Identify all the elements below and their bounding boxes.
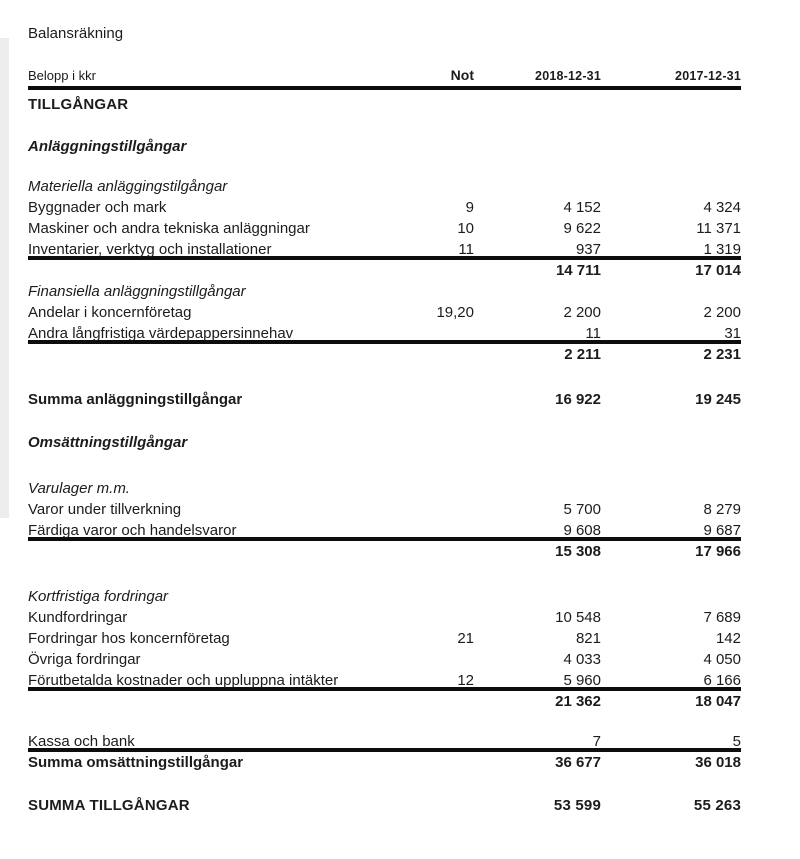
row-value-2018 — [474, 281, 601, 302]
row-note-ref: 21 — [457, 630, 474, 647]
row-note-ref — [402, 752, 474, 773]
row-note-ref — [402, 323, 474, 344]
row-value-2017: 1 319 — [703, 241, 741, 258]
row-note-ref: 10 — [457, 220, 474, 237]
row-value-2018 — [474, 586, 601, 607]
row-label — [28, 541, 402, 562]
row-label: Anläggningstillgångar — [28, 138, 187, 155]
row-value-2018: 5 960 — [563, 672, 601, 689]
table-row — [28, 670, 741, 691]
row-label: Förutbetalda kostnader och uppluppna intäkter — [28, 672, 339, 689]
row-label: Varulager m.m. — [28, 480, 130, 497]
table-row — [28, 499, 741, 520]
row-value-2017 — [601, 432, 741, 453]
table-row — [28, 432, 741, 453]
column-header-2017: 2017-12-31 — [675, 69, 741, 83]
row-label: Kortfristiga fordringar — [28, 588, 169, 605]
row-note-ref — [402, 795, 474, 816]
row-label — [28, 344, 402, 365]
row-value-2018: 10 548 — [555, 609, 601, 626]
row-note-ref: 9 — [465, 199, 474, 216]
row-label: SUMMA TILLGÅNGAR — [28, 797, 190, 814]
row-value-2017: 5 — [732, 733, 741, 750]
column-header-amount-unit: Belopp i kkr — [28, 68, 96, 83]
row-note-ref — [402, 344, 474, 365]
row-value-2017: 19 245 — [695, 391, 741, 408]
row-value-2017: 17 014 — [695, 262, 741, 279]
row-label: Maskiner och andra tekniska anläggningar — [28, 220, 310, 237]
row-value-2018: 11 — [585, 325, 601, 342]
row-value-2018 — [474, 432, 601, 453]
row-value-2017: 4 050 — [703, 651, 741, 668]
row-value-2017: 36 018 — [695, 754, 741, 771]
row-label: Materiella anläggingstilgångar — [28, 178, 228, 195]
row-label: Omsättningstillgångar — [28, 434, 188, 451]
row-label: Finansiella anläggningstillgångar — [28, 283, 246, 300]
row-note-ref — [402, 281, 474, 302]
table-row — [28, 281, 741, 302]
table-row — [28, 94, 741, 115]
row-value-2018: 14 711 — [555, 262, 601, 279]
row-note-ref — [402, 260, 474, 281]
row-note-ref — [402, 478, 474, 499]
row-value-2017 — [601, 586, 741, 607]
row-value-2017: 2 200 — [703, 304, 741, 321]
row-value-2018 — [474, 136, 601, 157]
table-header-row — [28, 66, 741, 83]
row-note-ref — [402, 176, 474, 197]
column-header-2018: 2018-12-31 — [535, 69, 601, 83]
row-value-2018: 36 677 — [555, 754, 601, 771]
row-value-2017 — [601, 136, 741, 157]
row-value-2018: 821 — [575, 630, 601, 647]
row-value-2018: 937 — [575, 241, 601, 258]
table-row — [28, 260, 741, 281]
row-value-2017: 142 — [715, 630, 741, 647]
row-value-2018: 7 — [592, 733, 601, 750]
spacer — [28, 562, 741, 586]
row-note-ref — [402, 520, 474, 541]
row-value-2017: 9 687 — [703, 522, 741, 539]
row-value-2018: 9 622 — [563, 220, 601, 237]
row-value-2017: 17 966 — [695, 543, 741, 560]
row-value-2018: 2 200 — [563, 304, 601, 321]
column-header-note: Not — [450, 67, 474, 83]
balance-sheet-table — [28, 25, 741, 816]
row-value-2018 — [474, 176, 601, 197]
table-body — [28, 90, 741, 816]
row-value-2018: 4 152 — [563, 199, 601, 216]
row-label: Inventarier, verktyg och installationer — [28, 241, 272, 258]
table-row — [28, 607, 741, 628]
row-value-2017 — [601, 478, 741, 499]
table-row — [28, 752, 741, 773]
row-note-ref: 19,20 — [436, 304, 474, 321]
row-value-2017: 31 — [724, 325, 741, 342]
table-row — [28, 136, 741, 157]
row-value-2018: 2 211 — [564, 346, 601, 363]
row-value-2018 — [474, 94, 601, 115]
table-row — [28, 520, 741, 541]
row-note-ref — [402, 499, 474, 520]
row-note-ref — [402, 649, 474, 670]
row-note-ref — [402, 432, 474, 453]
row-label: Övriga fordringar — [28, 651, 141, 668]
row-label: Summa anläggningstillgångar — [28, 391, 243, 408]
table-row — [28, 731, 741, 752]
row-value-2018 — [474, 478, 601, 499]
spacer — [28, 773, 741, 795]
row-label: Summa omsättningstillgångar — [28, 754, 244, 771]
table-row — [28, 691, 741, 712]
spacer — [28, 410, 741, 432]
table-row — [28, 302, 741, 323]
row-value-2017: 18 047 — [695, 693, 741, 710]
table-row — [28, 586, 741, 607]
row-value-2017 — [601, 281, 741, 302]
spacer — [28, 115, 741, 136]
row-note-ref: 12 — [457, 672, 474, 689]
row-label: Kassa och bank — [28, 733, 135, 750]
row-value-2017: 8 279 — [703, 501, 741, 518]
spacer — [28, 157, 741, 176]
spacer — [28, 365, 741, 389]
table-row — [28, 344, 741, 365]
table-row — [28, 323, 741, 344]
row-note-ref: 11 — [458, 241, 474, 258]
table-row — [28, 389, 741, 410]
row-value-2017: 4 324 — [703, 199, 741, 216]
row-label — [28, 691, 402, 712]
table-row — [28, 218, 741, 239]
table-row — [28, 239, 741, 260]
row-note-ref — [402, 389, 474, 410]
row-label: Varor under tillverkning — [28, 501, 182, 518]
row-value-2018: 21 362 — [555, 693, 601, 710]
row-label: TILLGÅNGAR — [28, 96, 129, 113]
row-label: Fordringar hos koncernföretag — [28, 630, 230, 647]
spacer — [28, 453, 741, 478]
row-value-2018: 53 599 — [553, 797, 601, 814]
table-row — [28, 176, 741, 197]
table-row — [28, 541, 741, 562]
table-row — [28, 478, 741, 499]
row-value-2017: 55 263 — [693, 797, 741, 814]
row-label: Färdiga varor och handelsvaror — [28, 522, 237, 539]
row-value-2018: 15 308 — [555, 543, 601, 560]
row-value-2017: 11 371 — [696, 220, 741, 237]
row-value-2018: 9 608 — [563, 522, 601, 539]
row-value-2017: 2 231 — [703, 346, 741, 363]
row-note-ref — [402, 541, 474, 562]
table-row — [28, 795, 741, 816]
row-value-2018: 16 922 — [555, 391, 601, 408]
spacer — [28, 712, 741, 731]
table-row — [28, 197, 741, 218]
row-note-ref — [402, 691, 474, 712]
row-note-ref — [402, 586, 474, 607]
row-value-2017 — [601, 176, 741, 197]
row-value-2017 — [601, 94, 741, 115]
table-row — [28, 649, 741, 670]
row-note-ref — [402, 731, 474, 752]
row-note-ref — [402, 136, 474, 157]
row-label: Andra långfristiga värdepappersinnehav — [28, 325, 294, 342]
row-value-2018: 4 033 — [563, 651, 601, 668]
page-title: Balansräkning — [28, 25, 124, 42]
row-value-2017: 6 166 — [703, 672, 741, 689]
row-label — [28, 260, 402, 281]
row-note-ref — [402, 94, 474, 115]
row-label: Andelar i koncernföretag — [28, 304, 192, 321]
row-value-2018: 5 700 — [563, 501, 601, 518]
row-value-2017: 7 689 — [703, 609, 741, 626]
table-row — [28, 628, 741, 649]
row-label: Byggnader och mark — [28, 199, 167, 216]
row-note-ref — [402, 607, 474, 628]
row-label: Kundfordringar — [28, 609, 128, 626]
